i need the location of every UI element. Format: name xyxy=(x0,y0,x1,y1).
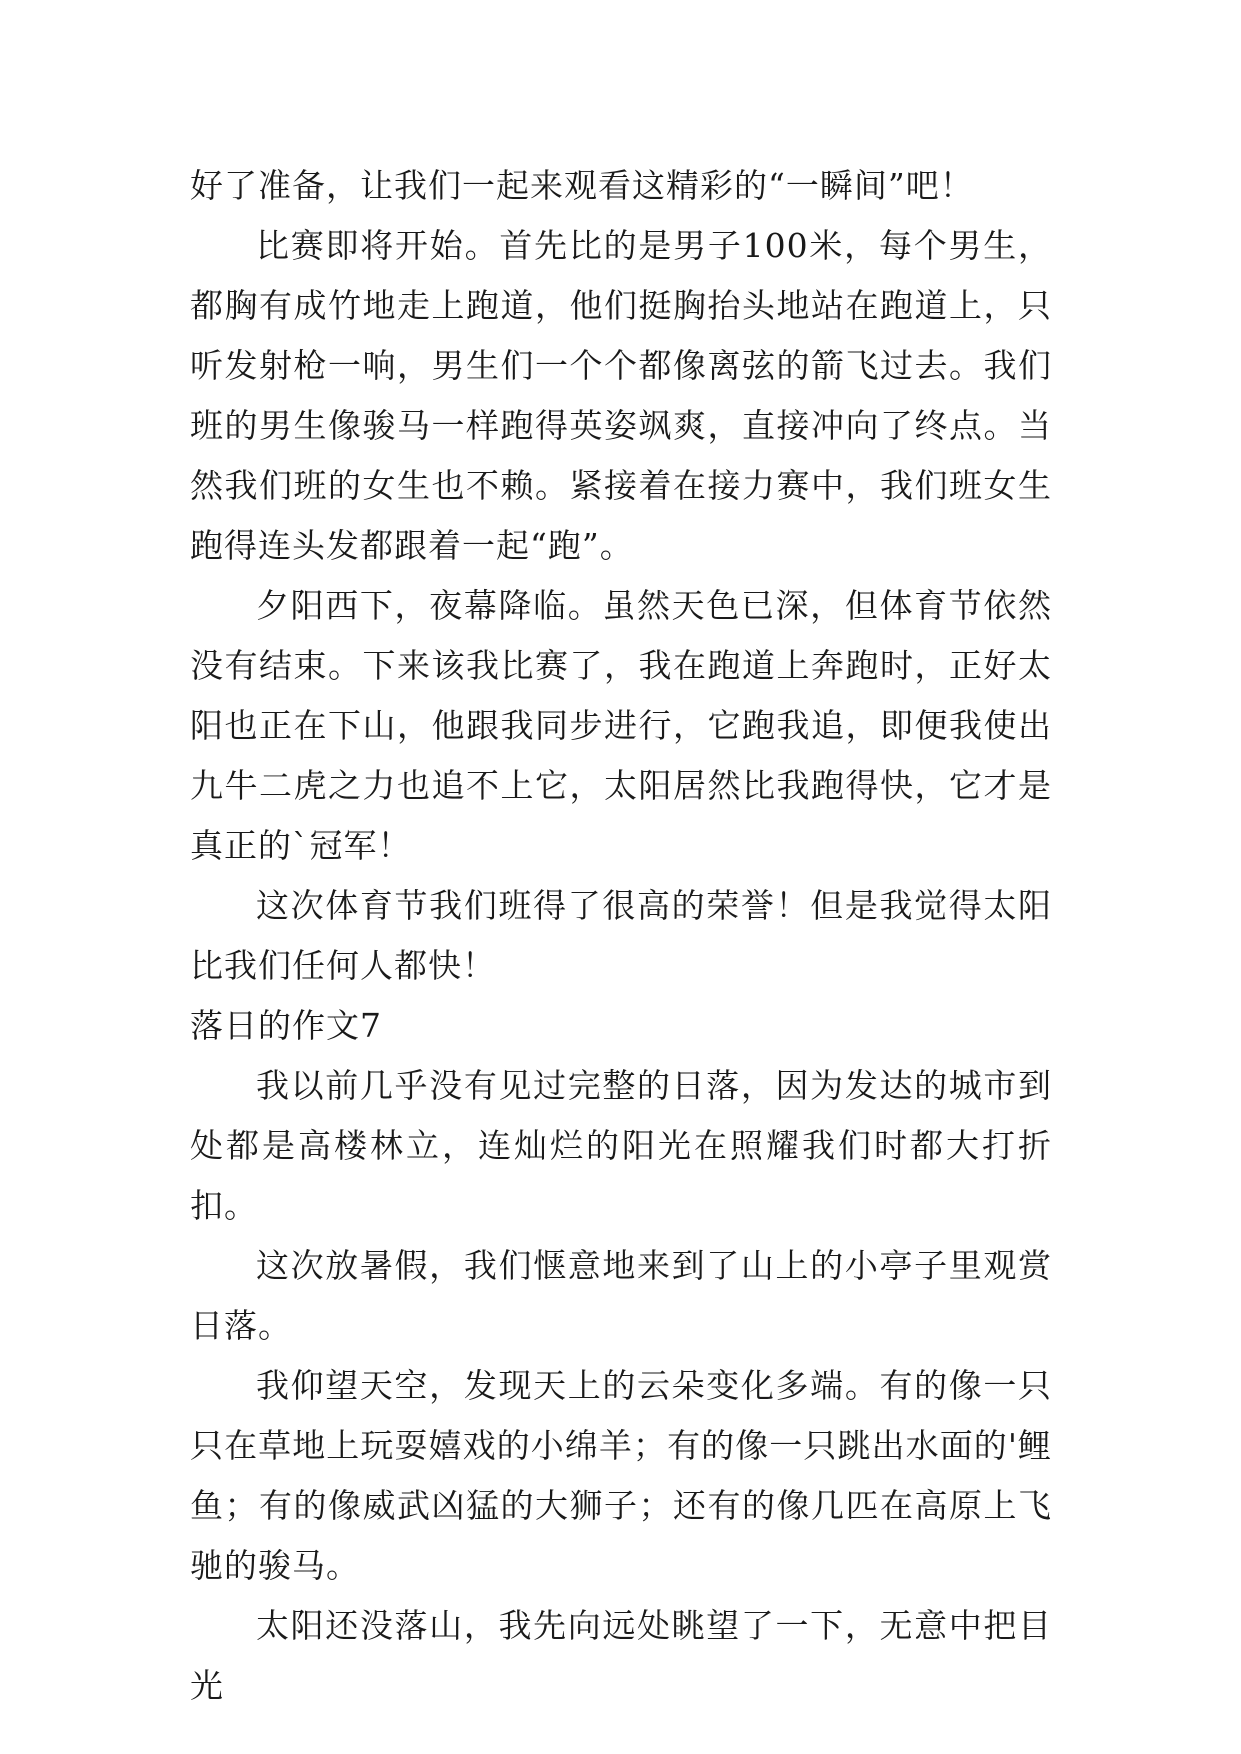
document-body xyxy=(190,156,1052,1716)
paragraph-city-sunset: 我以前几乎没有见过完整的日落，因为发达的城市到处都是高楼林立，连灿烂的阳光在照耀我们时都大打折扣。 xyxy=(190,1066,1052,1225)
essay-heading: 落日的作文7 xyxy=(190,1006,382,1045)
paragraph-sunset-race: 夕阳西下，夜幕降临。虽然天色已深，但体育节依然没有结束。下来该我比赛了，我在跑道上奔跑时，正好太阳也正在下山，他跟我同步进行，它跑我追，即便我使出九牛二虎之力也追不上它，太阳居然比我跑得快，它才是真正的`冠军！ xyxy=(190,586,1052,865)
paragraph-race-start: 比赛即将开始。首先比的是男子100米，每个男生，都胸有成竹地走上跑道，他们挺胸抬头地站在跑道上，只听发射枪一响，男生们一个个都像离弦的箭飞过去。我们班的男生像骏马一样跑得英姿飒爽，直接冲向了终点。当然我们班的女生也不赖。紧接着在接力赛中，我们班女生跑得连头发都跟着一起“跑”。 xyxy=(190,226,1052,565)
paragraph-conclusion: 这次体育节我们班得了很高的荣誉！但是我觉得太阳比我们任何人都快！ xyxy=(190,886,1052,985)
paragraph-summer-trip: 这次放暑假，我们惬意地来到了山上的小亭子里观赏日落。 xyxy=(190,1246,1052,1345)
paragraph-intro-end: 好了准备，让我们一起来观看这精彩的“一瞬间”吧！ xyxy=(190,166,974,205)
paragraph-sun-not-set: 太阳还没落山，我先向远处眺望了一下，无意中把目光 xyxy=(190,1606,1052,1705)
paragraph-clouds: 我仰望天空，发现天上的云朵变化多端。有的像一只只在草地上玩耍嬉戏的小绵羊；有的像一只跳出水面的'鲤鱼；有的像威武凶猛的大狮子；还有的像几匹在高原上飞驰的骏马。 xyxy=(190,1366,1052,1585)
